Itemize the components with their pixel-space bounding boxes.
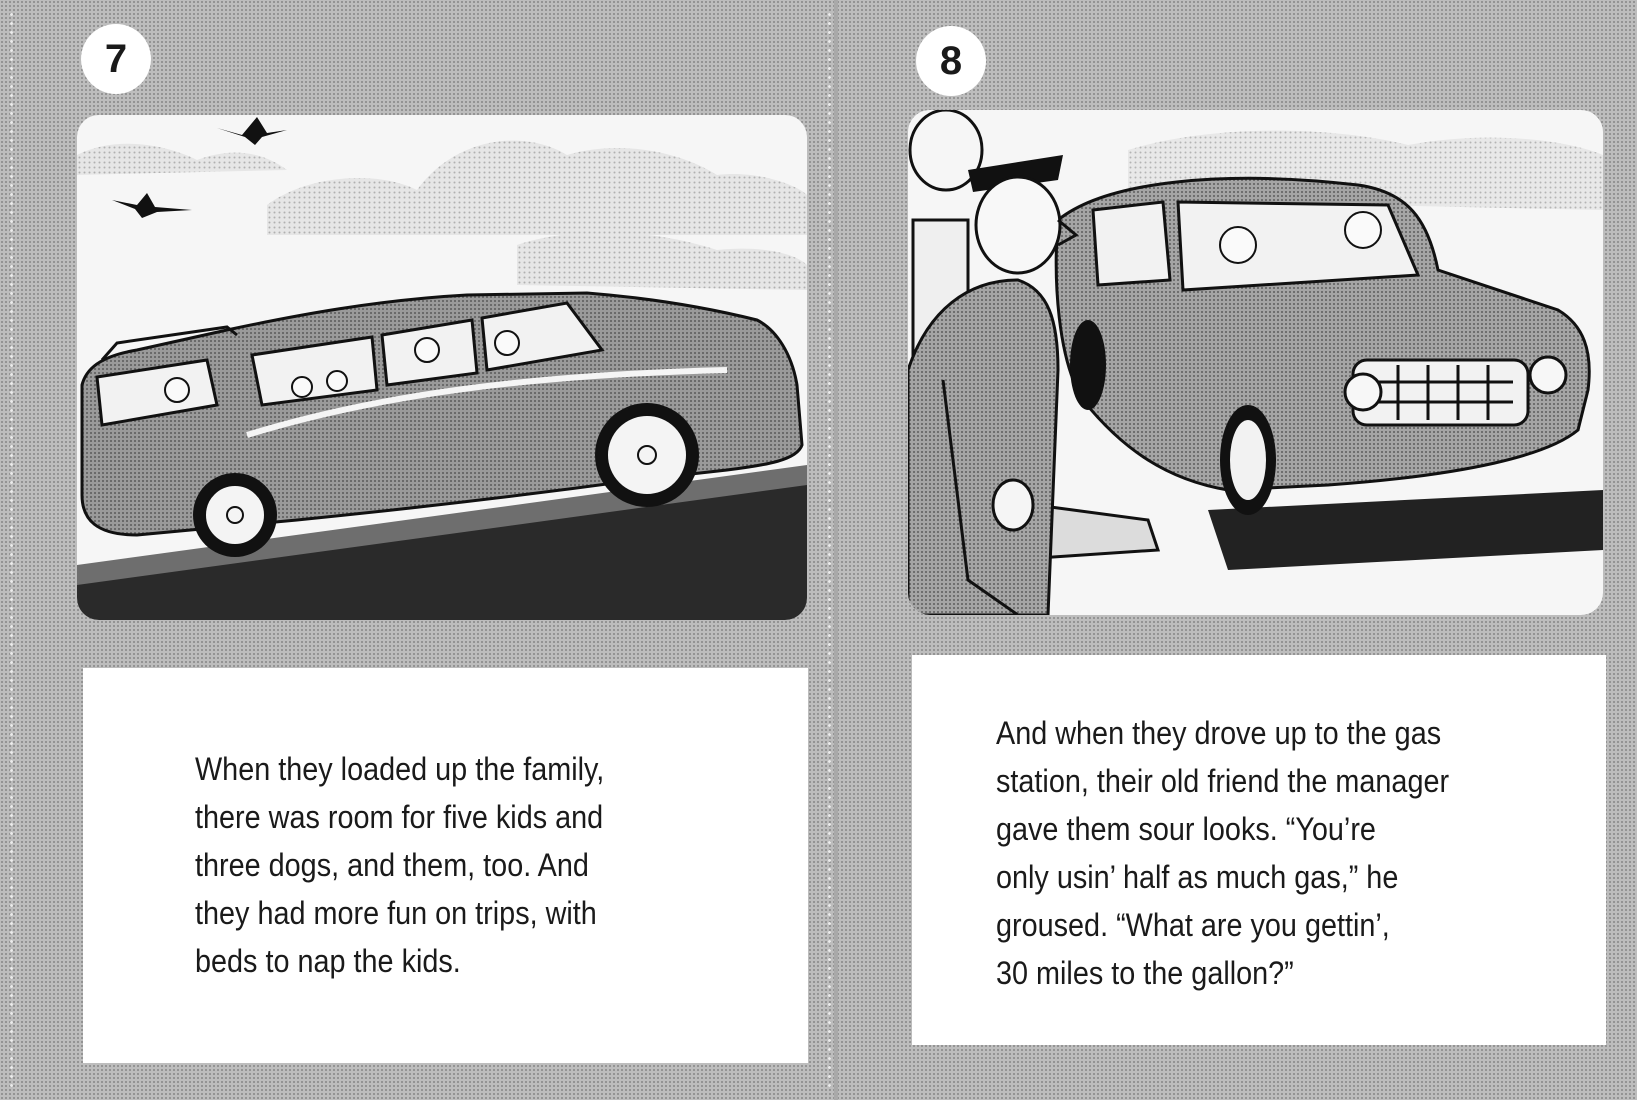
illustration-gas-station-manager	[908, 110, 1603, 615]
perforation-right	[828, 10, 831, 1090]
page-number-badge: 8	[916, 26, 986, 96]
caption-text: And when they drove up to the gas station, their old friend the manager gave them sour looks. “You’re only usin’ half as much gas,” he groused. “What are you gettin’, 30 miles to the gallon?”	[996, 715, 1450, 991]
caption-panel	[912, 655, 1606, 1045]
gas-station-drawing	[908, 110, 1603, 615]
station-wagon-drawing	[77, 115, 807, 620]
caption-panel	[83, 668, 808, 1063]
perforation-left	[10, 10, 13, 1090]
page-8	[838, 0, 1637, 1100]
illustration-station-wagon-family	[77, 115, 807, 620]
caption-text: When they loaded up the family, there was room for five kids and three dogs, and them, too. And they had more fun on trips, with beds to nap the kids.	[195, 751, 605, 979]
page-number-badge: 7	[81, 24, 151, 94]
